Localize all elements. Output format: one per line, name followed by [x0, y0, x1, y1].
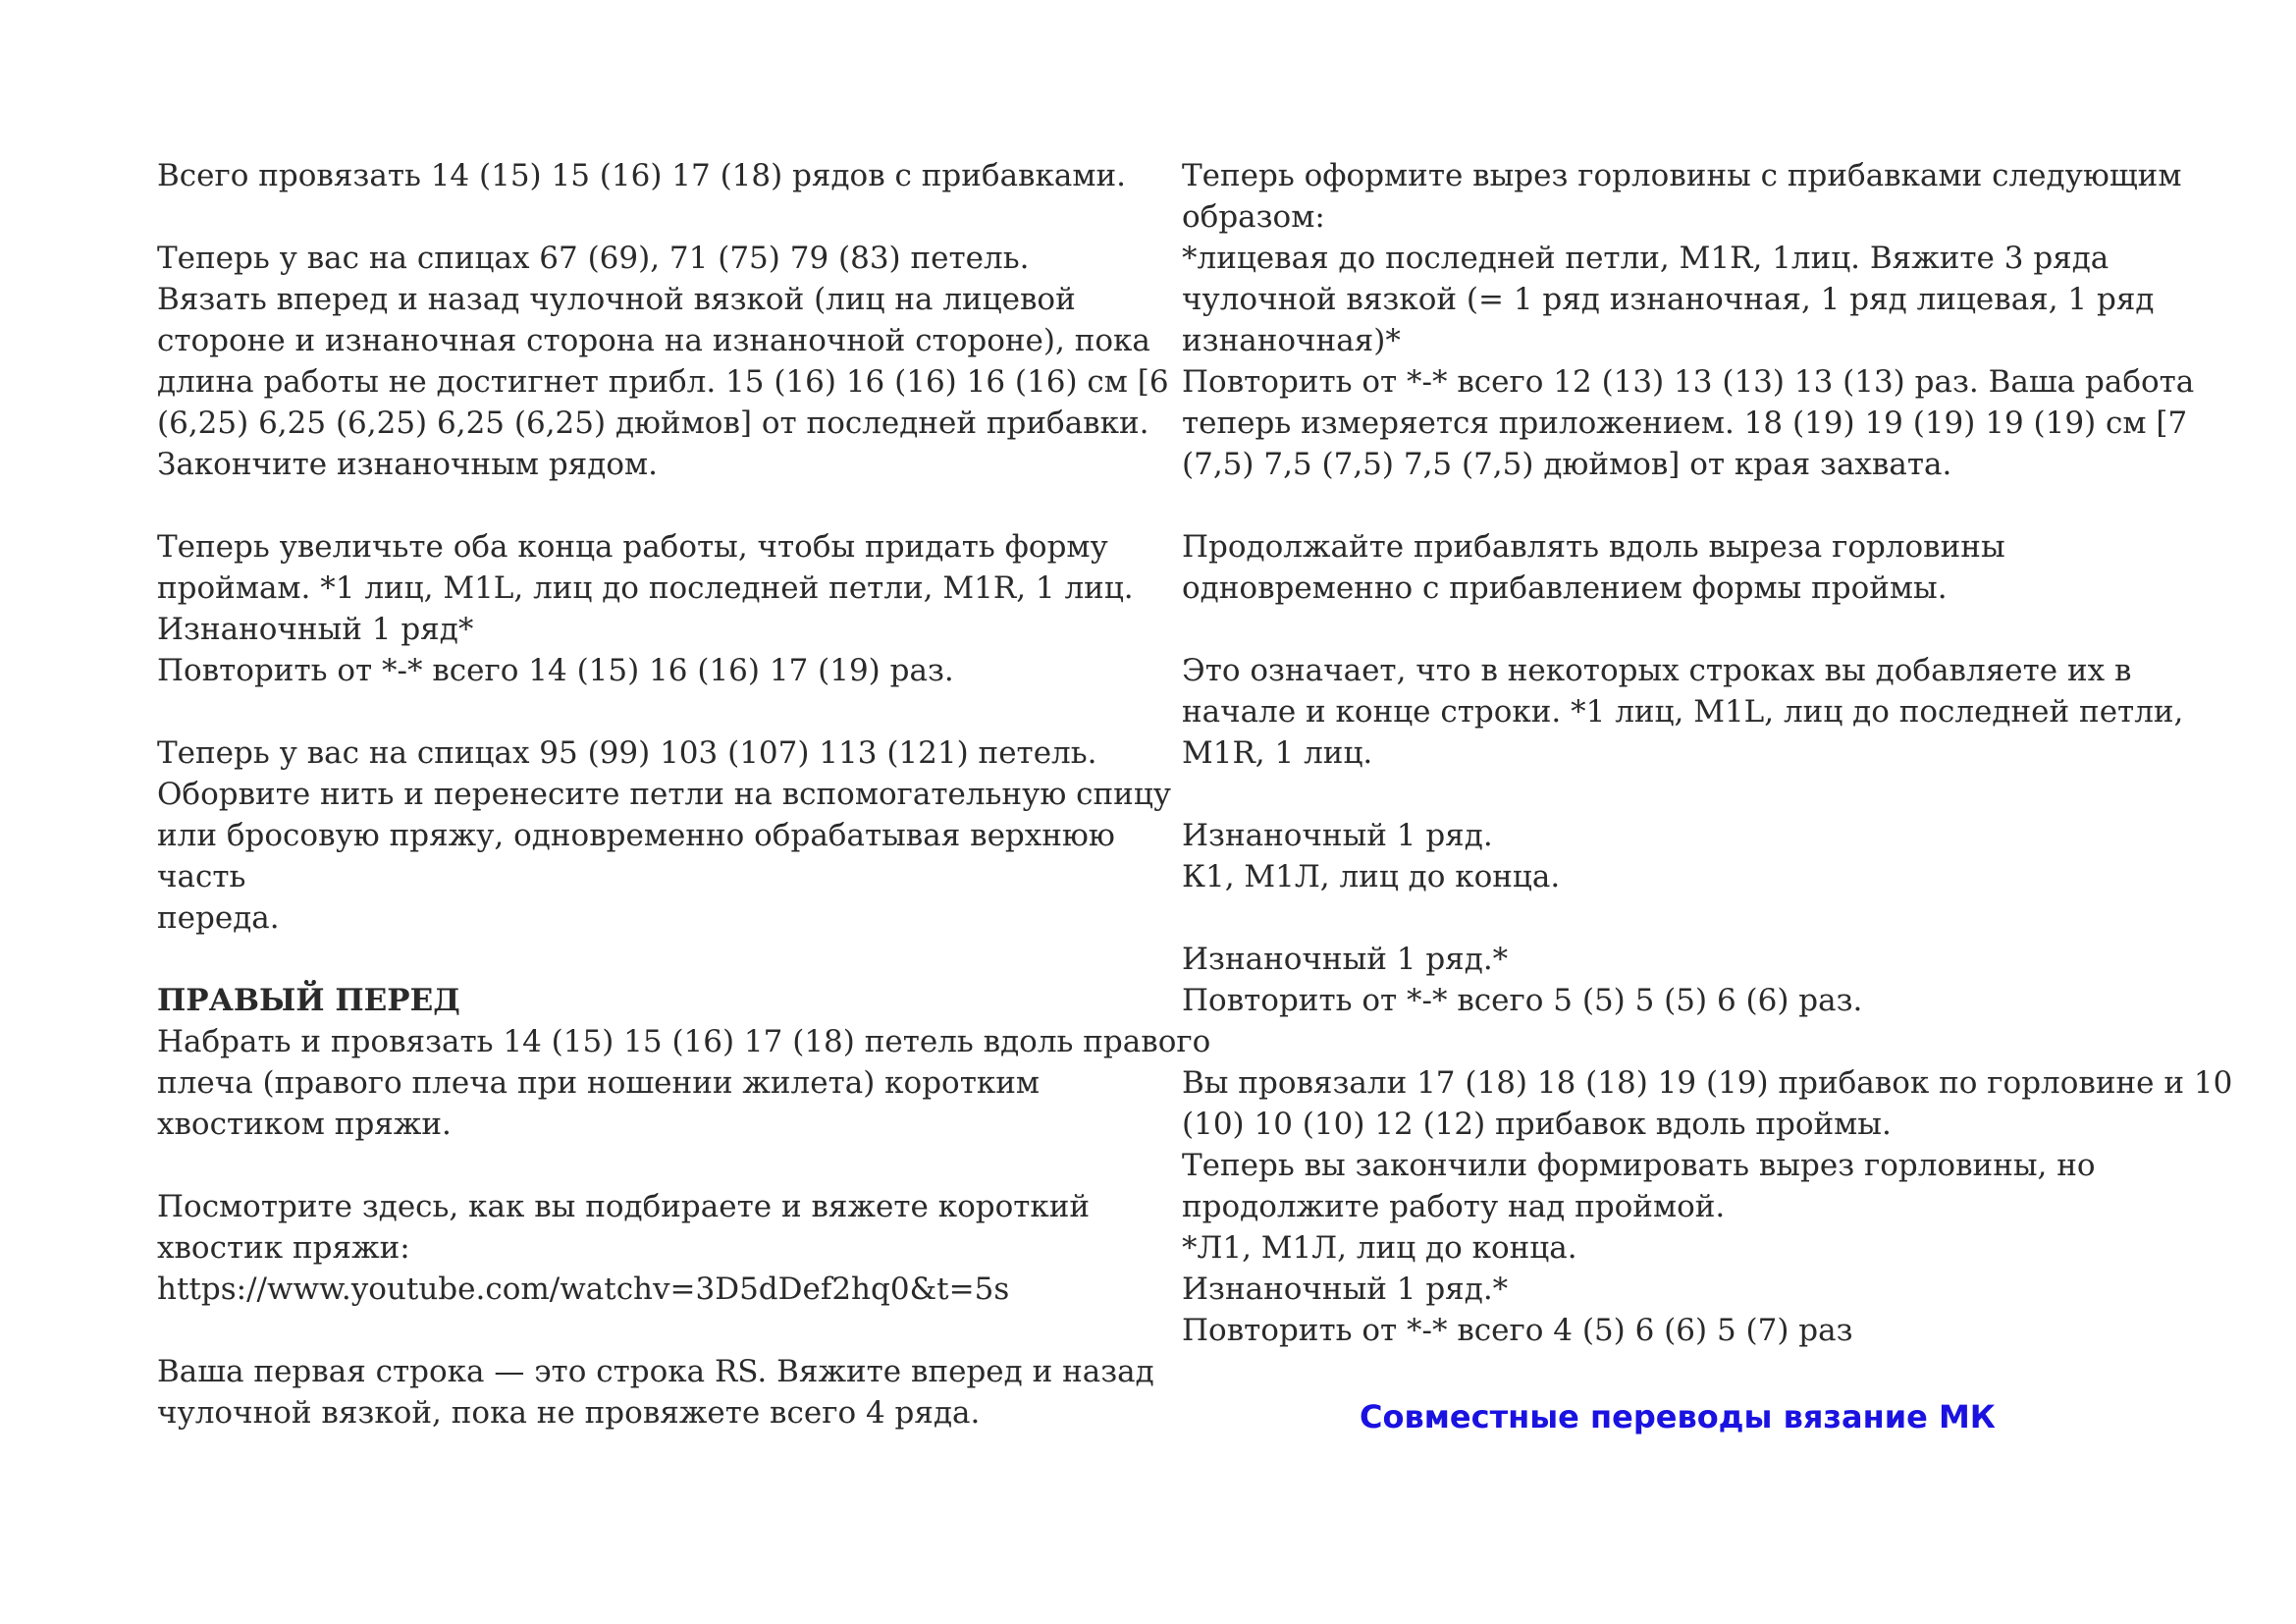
text-line: теперь измеряется приложением. 18 (19) 19 (19) 19 (19) см [7 [1182, 406, 2188, 441]
text-line: плеча (правого плеча при ношении жилета) коротким [157, 1065, 1041, 1101]
footer-credit: Совместные переводы вязание МК [1360, 1398, 1996, 1435]
text-line: часть [157, 859, 246, 894]
text-line: Ваша первая строка — это строка RS. Вяжите вперед и назад [157, 1354, 1154, 1389]
text-line: стороне и изнаночная сторона на изнаночной стороне), пока [157, 323, 1150, 358]
paragraph-block [157, 526, 1148, 691]
text-line: Изнаночный 1 ряд.* [1182, 1272, 1509, 1307]
text-line: Оборвите нить и перенесите петли на вспомогательную спицу [157, 777, 1172, 812]
text-line: продолжите работу над проймой. [1182, 1189, 1726, 1224]
text-line: Повторить от *-* всего 14 (15) 16 (16) 17 (19) раз. [157, 653, 954, 688]
text-line: изнаночная)* [1182, 323, 1401, 358]
text-line: Набрать и провязать 14 (15) 15 (16) 17 (18) петель вдоль правого [157, 1024, 1211, 1059]
text-line: Теперь увеличьте оба конца работы, чтобы придать форму [157, 529, 1108, 565]
text-line: длина работы не достигнет прибл. 15 (16) 16 (16) 16 (16) см [6 [157, 364, 1169, 400]
text-line: *лицевая до последней петли, M1R, 1лиц. Вяжите 3 ряда [1182, 241, 2109, 276]
text-line: Повторить от *-* всего 4 (5) 6 (6) 5 (7) раз [1182, 1313, 1853, 1348]
text-line: M1R, 1 лиц. [1182, 735, 1373, 771]
text-line: Закончите изнаночным рядом. [157, 447, 658, 482]
paragraph-block [157, 238, 1169, 485]
text-line: Теперь у вас на спицах 67 (69), 71 (75) 79 (83) петель. [157, 241, 1030, 276]
text-line: Вы провязали 17 (18) 18 (18) 19 (19) прибавок по горловине и 10 [1182, 1065, 2233, 1101]
text-line: Продолжайте прибавлять вдоль выреза горловины [1182, 529, 2005, 565]
text-line: образом: [1182, 199, 1325, 235]
text-line: Теперь у вас на спицах 95 (99) 103 (107) 113 (121) петель. [157, 735, 1097, 771]
text-line: хвостик пряжи: [157, 1230, 410, 1266]
text-line: (6,25) 6,25 (6,25) 6,25 (6,25) дюймов] от последней прибавки. [157, 406, 1149, 441]
text-line: начале и конце строки. *1 лиц, M1L, лиц до последней петли, [1182, 694, 2184, 730]
paragraph-block [157, 1186, 1148, 1310]
text-line: (7,5) 7,5 (7,5) 7,5 (7,5) дюймов] от края захвата. [1182, 447, 1952, 482]
paragraph-block [157, 980, 1211, 1145]
text-line: хвостиком пряжи. [157, 1107, 452, 1142]
text-line: Посмотрите здесь, как вы подбираете и вяжете короткий [157, 1189, 1091, 1224]
video-link[interactable]: https://www.youtube.com/watchv=3D5dDef2hq0&t=5s [157, 1272, 1010, 1307]
paragraph-block [1182, 650, 2184, 774]
paragraph-block [1182, 1062, 2233, 1351]
section-heading: ПРАВЫЙ ПЕРЕД [157, 983, 460, 1018]
text-line: чулочной вязкой, пока не провяжете всего 4 ряда. [157, 1395, 981, 1431]
paragraph-block [1182, 526, 2173, 609]
paragraph-block [1182, 815, 2173, 897]
text-line: К1, М1Л, лиц до конца. [1182, 859, 1561, 894]
text-line: одновременно с прибавлением формы проймы. [1182, 570, 1948, 606]
right-column [1182, 155, 2233, 1392]
text-line: Изнаночный 1 ряд* [157, 612, 474, 647]
paragraph-block [157, 155, 1148, 196]
text-line: (10) 10 (10) 12 (12) прибавок вдоль проймы. [1182, 1107, 1892, 1142]
text-line: *Л1, М1Л, лиц до конца. [1182, 1230, 1577, 1266]
text-line: Изнаночный 1 ряд. [1182, 818, 1493, 853]
paragraph-block [157, 1351, 1154, 1434]
text-line: Вязать вперед и назад чулочной вязкой (лиц на лицевой [157, 282, 1076, 317]
text-line: Теперь вы закончили формировать вырез горловины, но [1182, 1148, 2096, 1183]
left-column [157, 155, 1211, 1475]
paragraph-block [1182, 939, 2173, 1021]
text-line: Это означает, что в некоторых строках вы добавляете их в [1182, 653, 2132, 688]
text-line: переда. [157, 900, 280, 936]
text-line: Повторить от *-* всего 12 (13) 13 (13) 13 (13) раз. Ваша работа [1182, 364, 2195, 400]
paragraph-block [1182, 155, 2195, 485]
text-line: Всего провязать 14 (15) 15 (16) 17 (18) рядов с прибавками. [157, 158, 1126, 193]
text-line: проймам. *1 лиц, M1L, лиц до последней петли, M1R, 1 лиц. [157, 570, 1134, 606]
text-line: Теперь оформите вырез горловины с прибавками следующим [1182, 158, 2182, 193]
text-line: чулочной вязкой (= 1 ряд изнаночная, 1 ряд лицевая, 1 ряд [1182, 282, 2155, 317]
text-line: или бросовую пряжу, одновременно обрабатывая верхнюю [157, 818, 1115, 853]
text-line: Изнаночный 1 ряд.* [1182, 942, 1509, 977]
text-line: Повторить от *-* всего 5 (5) 5 (5) 6 (6) раз. [1182, 983, 1863, 1018]
paragraph-block [157, 732, 1172, 939]
